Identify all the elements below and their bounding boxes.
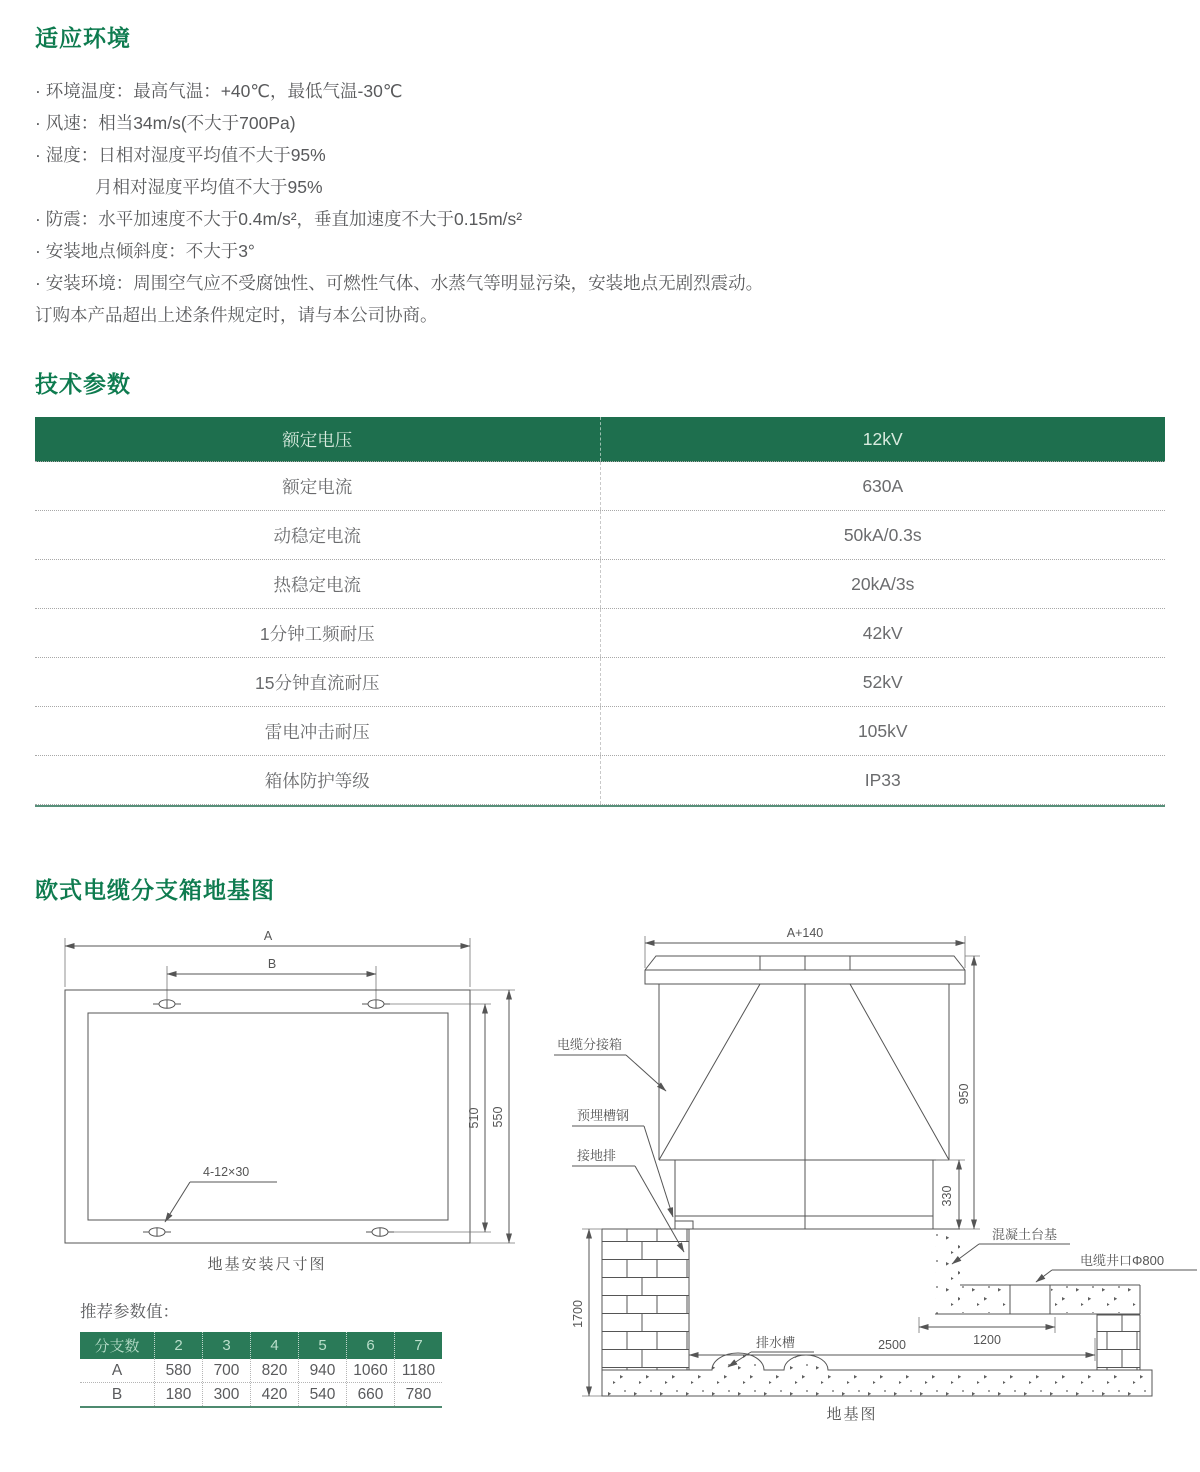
table-row <box>35 609 1165 658</box>
tech-params-section <box>35 366 1165 807</box>
cable-well-callout <box>1036 1253 1197 1282</box>
foundation-section-title: 欧式电缆分支箱地基图 <box>35 877 275 903</box>
dim-330-label: 330 <box>940 1185 954 1207</box>
channel-steel-label: 预埋槽钢 <box>577 1108 630 1123</box>
dim-510-label: 510 <box>467 1107 481 1129</box>
param-cell: 箱体防护等级 <box>264 770 370 791</box>
value-cell: 300 <box>202 1383 250 1406</box>
brick-wall-left <box>602 1229 689 1370</box>
env-line-tilt: · 安装地点倾斜度：不大于3° <box>35 241 255 261</box>
cable-well-label: 电缆井口Φ800 <box>1080 1253 1165 1268</box>
dim-330 <box>936 1160 965 1229</box>
dim-1200 <box>919 1317 1055 1347</box>
env-line-humidity-daily: · 湿度：日相对湿度平均值不大于95% <box>35 145 326 165</box>
recommend-row-a <box>80 1359 442 1383</box>
env-line-wind: · 风速：相当34m/s(不大于700Pa) <box>35 113 296 133</box>
recommend-values <box>80 1298 442 1408</box>
brick-column-right <box>1097 1315 1140 1370</box>
cabinet-outline <box>645 956 965 1229</box>
value-cell: 180 <box>154 1383 202 1406</box>
tech-params-table <box>35 417 1165 807</box>
value-cell: 660 <box>346 1383 394 1406</box>
value-cell: 105kV <box>600 707 1166 755</box>
env-line-humidity-monthly: 月相对湿度平均值不大于95% <box>95 177 323 197</box>
recommend-header-row <box>80 1332 442 1359</box>
dim-a-label: A <box>263 929 273 943</box>
env-line-seismic: · 防震：水平加速度不大于0.4m/s²，垂直加速度不大于0.15m/s² <box>35 209 523 229</box>
foundation-section-drawing <box>552 918 1200 1426</box>
bolt-callout-label: 4-12×30 <box>203 1165 250 1179</box>
value-cell: IP33 <box>600 756 1166 804</box>
recommend-header-cell: 7 <box>394 1332 442 1359</box>
table-header-row <box>35 417 1165 462</box>
ground-bus-label: 接地排 <box>577 1148 617 1163</box>
param-cell: 动稳定电流 <box>273 525 361 546</box>
anchor-bolts <box>143 1000 394 1237</box>
row-label: B <box>111 1385 123 1403</box>
dim-b-label: B <box>267 957 277 971</box>
row-label: A <box>111 1361 123 1379</box>
param-cell: 热稳定电流 <box>273 574 361 595</box>
value-cell: 50kA/0.3s <box>600 511 1166 559</box>
table-row <box>35 707 1165 756</box>
dim-950 <box>957 956 980 1229</box>
recommend-table <box>80 1332 442 1408</box>
dim-2500-label: 2500 <box>878 1338 906 1352</box>
env-line-install-env: · 安装环境：周围空气应不受腐蚀性、可燃性气体、水蒸气等明显污染，安装地点无剧烈震动。 <box>35 273 764 293</box>
cabinet-callout <box>554 1037 666 1091</box>
environment-section <box>35 20 1175 331</box>
recommend-header-cell: 5 <box>298 1332 346 1359</box>
table-row <box>35 658 1165 707</box>
recommend-header-cell: 分支数 <box>94 1338 140 1355</box>
environment-section-title: 适应环境 <box>35 25 131 51</box>
value-cell: 780 <box>394 1383 442 1406</box>
value-cell: 540 <box>298 1383 346 1406</box>
value-cell: 20kA/3s <box>600 560 1166 608</box>
drain-label: 排水槽 <box>756 1335 796 1350</box>
value-cell: 630A <box>600 462 1166 510</box>
section-drawing-caption: 地基图 <box>826 1406 878 1423</box>
environment-list <box>35 75 1175 331</box>
header-param-cell: 额定电压 <box>282 429 353 450</box>
env-line-order-note: 订购本产品超出上述条件规定时，请与本公司协商。 <box>35 305 438 325</box>
value-cell: 420 <box>250 1383 298 1406</box>
table-row <box>35 511 1165 560</box>
dim-1700-label: 1700 <box>571 1300 585 1328</box>
dim-950-label: 950 <box>957 1083 971 1105</box>
header-value-cell: 12kV <box>600 417 1166 461</box>
concrete-callout <box>952 1227 1070 1264</box>
param-cell: 1分钟工频耐压 <box>259 623 375 644</box>
dim-1200-label: 1200 <box>973 1333 1001 1347</box>
recommend-header-cell: 6 <box>346 1332 394 1359</box>
recommend-header-cell: 3 <box>202 1332 250 1359</box>
recommend-title: 推荐参数值： <box>80 1303 179 1321</box>
param-cell: 15分钟直流耐压 <box>255 672 380 693</box>
dim-510 <box>390 1004 491 1232</box>
value-cell: 580 <box>154 1359 202 1382</box>
foundation-frame <box>65 990 470 1243</box>
bolt-callout <box>165 1165 277 1222</box>
install-drawing-caption: 地基安装尺寸图 <box>207 1256 327 1273</box>
recommend-header-cell: 2 <box>154 1332 202 1359</box>
tech-params-title: 技术参数 <box>35 371 131 397</box>
cabinet-label: 电缆分接箱 <box>557 1037 623 1052</box>
value-cell: 940 <box>298 1359 346 1382</box>
table-row <box>35 756 1165 805</box>
param-cell: 额定电流 <box>282 476 353 497</box>
cabinet-base <box>675 1160 933 1229</box>
dim-a140-label: A+140 <box>786 926 824 940</box>
dim-1700 <box>571 1229 602 1396</box>
param-cell: 雷电冲击耐压 <box>264 721 370 742</box>
concrete-platform <box>935 1231 1140 1314</box>
table-bottom-rule <box>35 805 1165 807</box>
value-cell: 700 <box>202 1359 250 1382</box>
dim-550-label: 550 <box>491 1106 505 1128</box>
value-cell: 42kV <box>600 609 1166 657</box>
concrete-label: 混凝土台基 <box>992 1227 1058 1242</box>
recommend-row-b <box>80 1383 442 1406</box>
recommend-header-cell: 4 <box>250 1332 298 1359</box>
table-row <box>35 462 1165 511</box>
value-cell: 52kV <box>600 658 1166 706</box>
table-row <box>35 560 1165 609</box>
value-cell: 1060 <box>346 1359 394 1382</box>
dim-b <box>167 957 376 999</box>
foundation-install-drawing <box>45 925 545 1277</box>
env-line-temperature: · 环境温度：最高气温：+40℃，最低气温-30℃ <box>35 81 403 101</box>
value-cell: 1180 <box>394 1359 442 1382</box>
value-cell: 820 <box>250 1359 298 1382</box>
